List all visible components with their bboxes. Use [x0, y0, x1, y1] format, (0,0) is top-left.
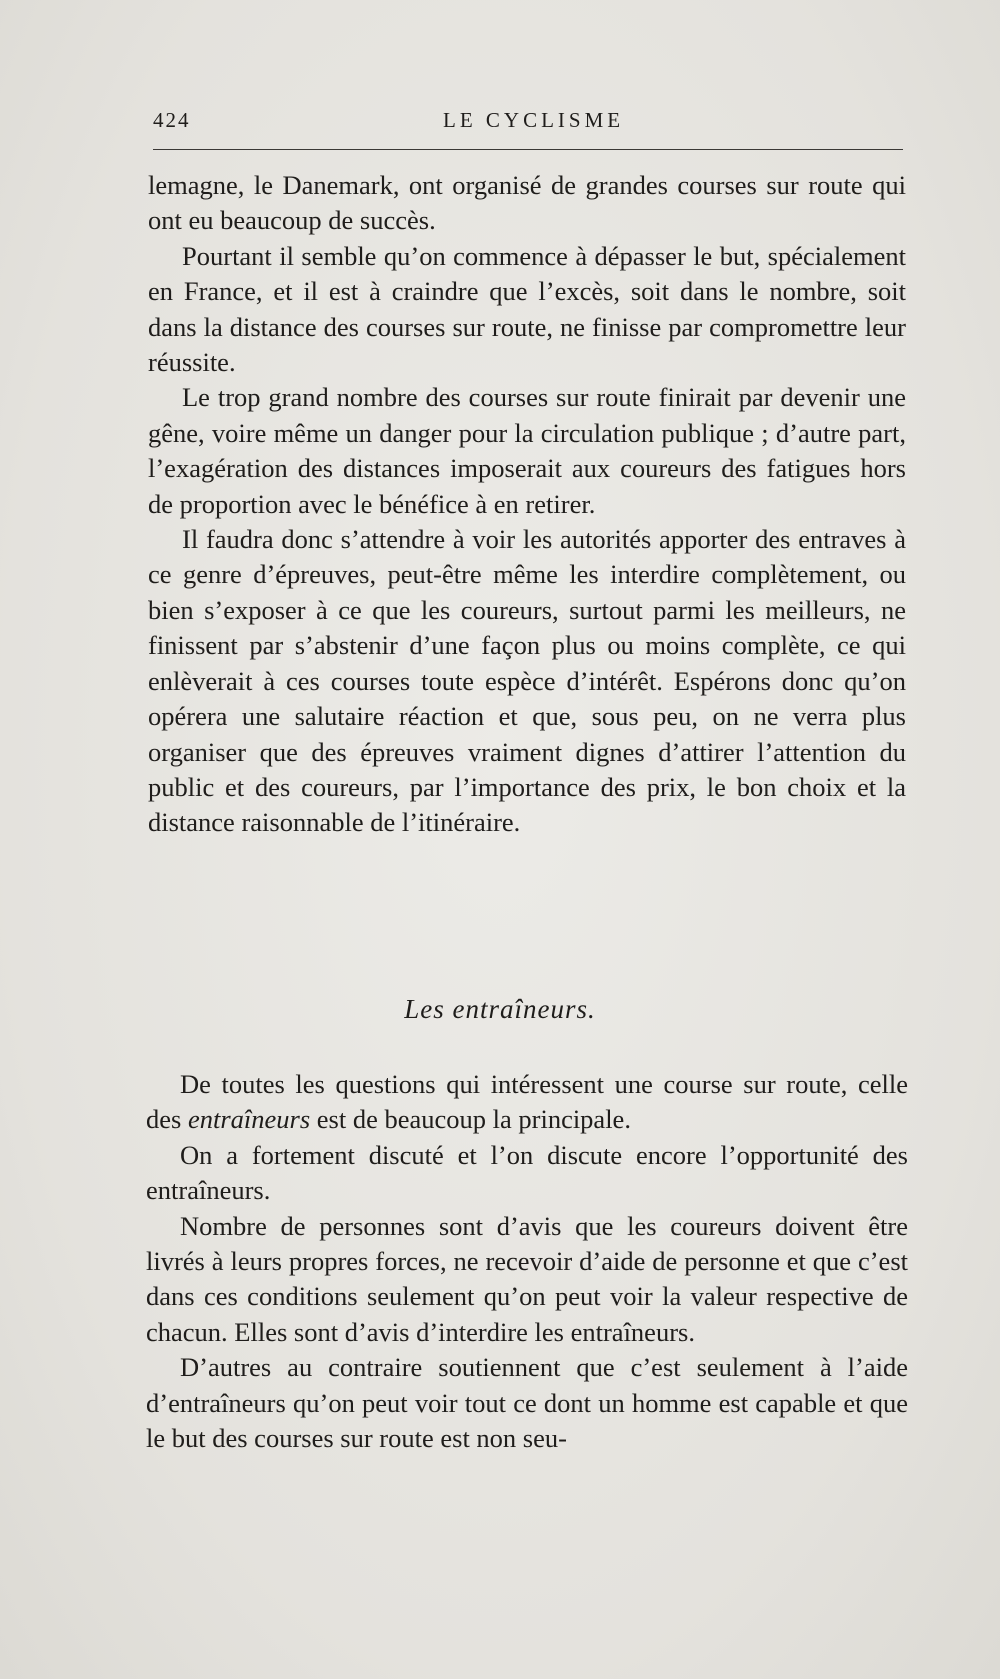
paragraph-text: est de beaucoup la principale.	[310, 1104, 631, 1135]
page-number: 424	[153, 108, 191, 132]
paragraph: On a fortement discuté et l’on discute encore l’opportunité des entraîneurs.	[146, 1139, 908, 1206]
running-title: LE CYCLISME	[443, 108, 625, 132]
paragraph: Il faudra donc s’attendre à voir les autorités apporter des entraves à ce genre d’épreuves, peut-être même les interdire complètement, ou bien s’exposer à ce que les coureurs, surtout parmi les meilleurs, ne finissent par s’abstenir d’une façon plus ou moins complète, ce qui enlèverait à ces courses toute espèce d’intérêt. Espérons donc qu’on opérera une salutaire réaction et que, sous peu, on ne verra plus organiser que des épreuves vraiment dignes d’attirer l’attention du public et des coureurs, par l’importance des prix, le bon choix et la distance raisonnable de l’itinéraire.	[148, 524, 906, 838]
paragraph-text: De toutes les questions qui intéressent une course sur route, celle des	[146, 1069, 908, 1135]
paragraph: lemagne, le Danemark, ont organisé de grandes courses sur route qui ont eu beaucoup de succès.	[148, 170, 906, 236]
paragraph: D’autres au contraire soutiennent que c’est seulement à l’aide d’entraîneurs qu’on peut voir tout ce dont un homme est capable et que le but des courses sur route est non seu-	[146, 1352, 908, 1454]
paragraph	[146, 1067, 908, 1138]
italic-term: entraîneurs	[187, 1104, 311, 1135]
body-text-before-section	[148, 168, 906, 841]
paragraph: Pourtant il semble qu’on commence à dépasser le but, spécialement en France, et il est à craindre que l’excès, soit dans le nombre, soit dans la distance des courses sur route, ne finisse par compromettre leur réussite.	[148, 240, 906, 378]
section-heading: Les entraîneurs.	[404, 994, 596, 1024]
paragraph: Nombre de personnes sont d’avis que les coureurs doivent être livrés à leurs propres forces, ne recevoir d’aide de personne et que c’est dans ces conditions seulement qu’on peut voir la valeur respective de chacun. Elles sont d’avis d’interdire les entraîneurs.	[146, 1210, 908, 1347]
paragraph: Le trop grand nombre des courses sur route finirait par devenir une gêne, voire même un danger pour la circulation publique ; d’autre part, l’exagération des distances imposerait aux coureurs des fatigues hors de proportion avec le bénéfice à en retirer.	[148, 382, 906, 519]
body-text-after-section	[146, 1067, 908, 1456]
running-header	[153, 106, 903, 138]
header-rule	[153, 149, 903, 150]
